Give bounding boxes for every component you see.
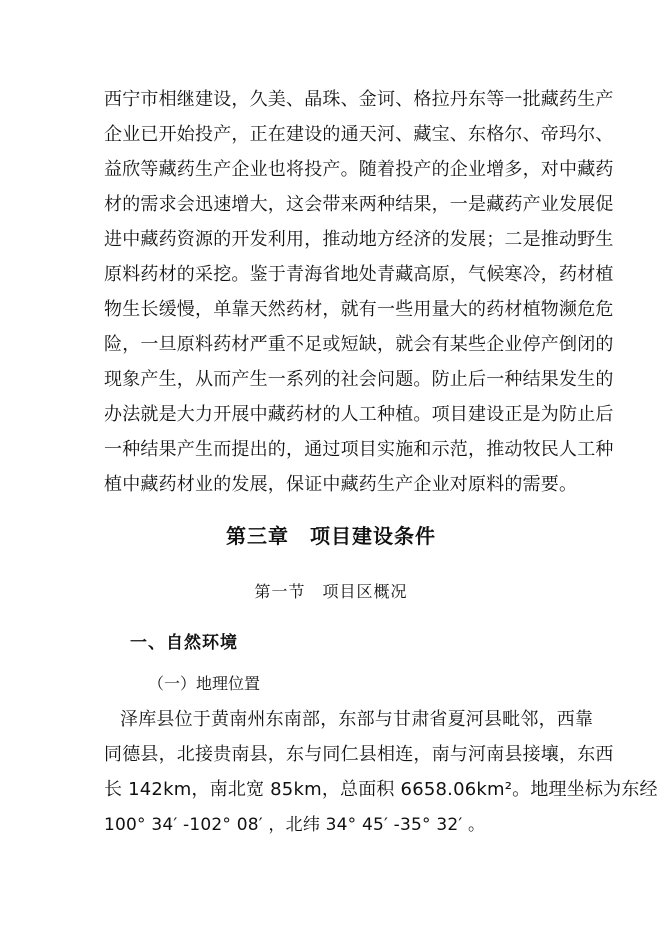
paragraph-line: 现象产生，从而产生一系列的社会问题。防止后一种结果发生的 — [104, 369, 614, 390]
paragraph-line: 材的需求会迅速增大，这会带来两种结果，一是藏药产业发展促 — [104, 194, 614, 215]
paragraph-line: 企业已开始投产，正在建设的通天河、藏宝、东格尔、帝玛尔、 — [104, 124, 614, 145]
subsubsection-title: （一）地理位置 — [148, 674, 261, 693]
paragraph-line: 办法就是大力开展中藏药材的人工种植。项目建设正是为防止后 — [104, 404, 614, 425]
paragraph-line: 长 142km，南北宽 85km，总面积 6658.06km²。地理坐标为东经 — [104, 779, 658, 800]
subsection-title: 一、自然环境 — [130, 633, 238, 653]
paragraph-line: 原料药材的采挖。鉴于青海省地处青藏高原，气候寒冷，药材植 — [104, 264, 614, 285]
paragraph-line: 同德县，北接贵南县，东与同仁县相连，南与河南县接壤，东西 — [104, 744, 614, 765]
paragraph-line: 100° 34′ -102° 08′ ，北纬 34° 45′ -35° 32′ 。 — [104, 815, 486, 835]
paragraph-line: 险，一旦原料药材严重不足或短缺，就会有某些企业停产倒闭的 — [104, 334, 614, 355]
section-title: 第一节 项目区概况 — [254, 582, 408, 601]
paragraph-line: 物生长缓慢，单靠天然药材，就有一些用量大的药材植物濒危危 — [104, 299, 614, 320]
paragraph-line: 进中藏药资源的开发利用，推动地方经济的发展；二是推动野生 — [104, 229, 614, 250]
paragraph-line: 一种结果产生而提出的，通过项目实施和示范，推动牧民人工种 — [104, 439, 614, 460]
chapter-title: 第三章 项目建设条件 — [226, 524, 436, 548]
paragraph-line: 益欣等藏药生产企业也将投产。随着投产的企业增多，对中藏药 — [104, 159, 614, 180]
paragraph-line: 泽库县位于黄南州东南部，东部与甘肃省夏河县毗邻，西靠 — [120, 709, 594, 730]
paragraph-line: 植中藏药材业的发展，保证中藏药生产企业对原料的需要。 — [104, 474, 578, 495]
paragraph-line: 西宁市相继建设，久美、晶珠、金诃、格拉丹东等一批藏药生产 — [104, 89, 614, 110]
